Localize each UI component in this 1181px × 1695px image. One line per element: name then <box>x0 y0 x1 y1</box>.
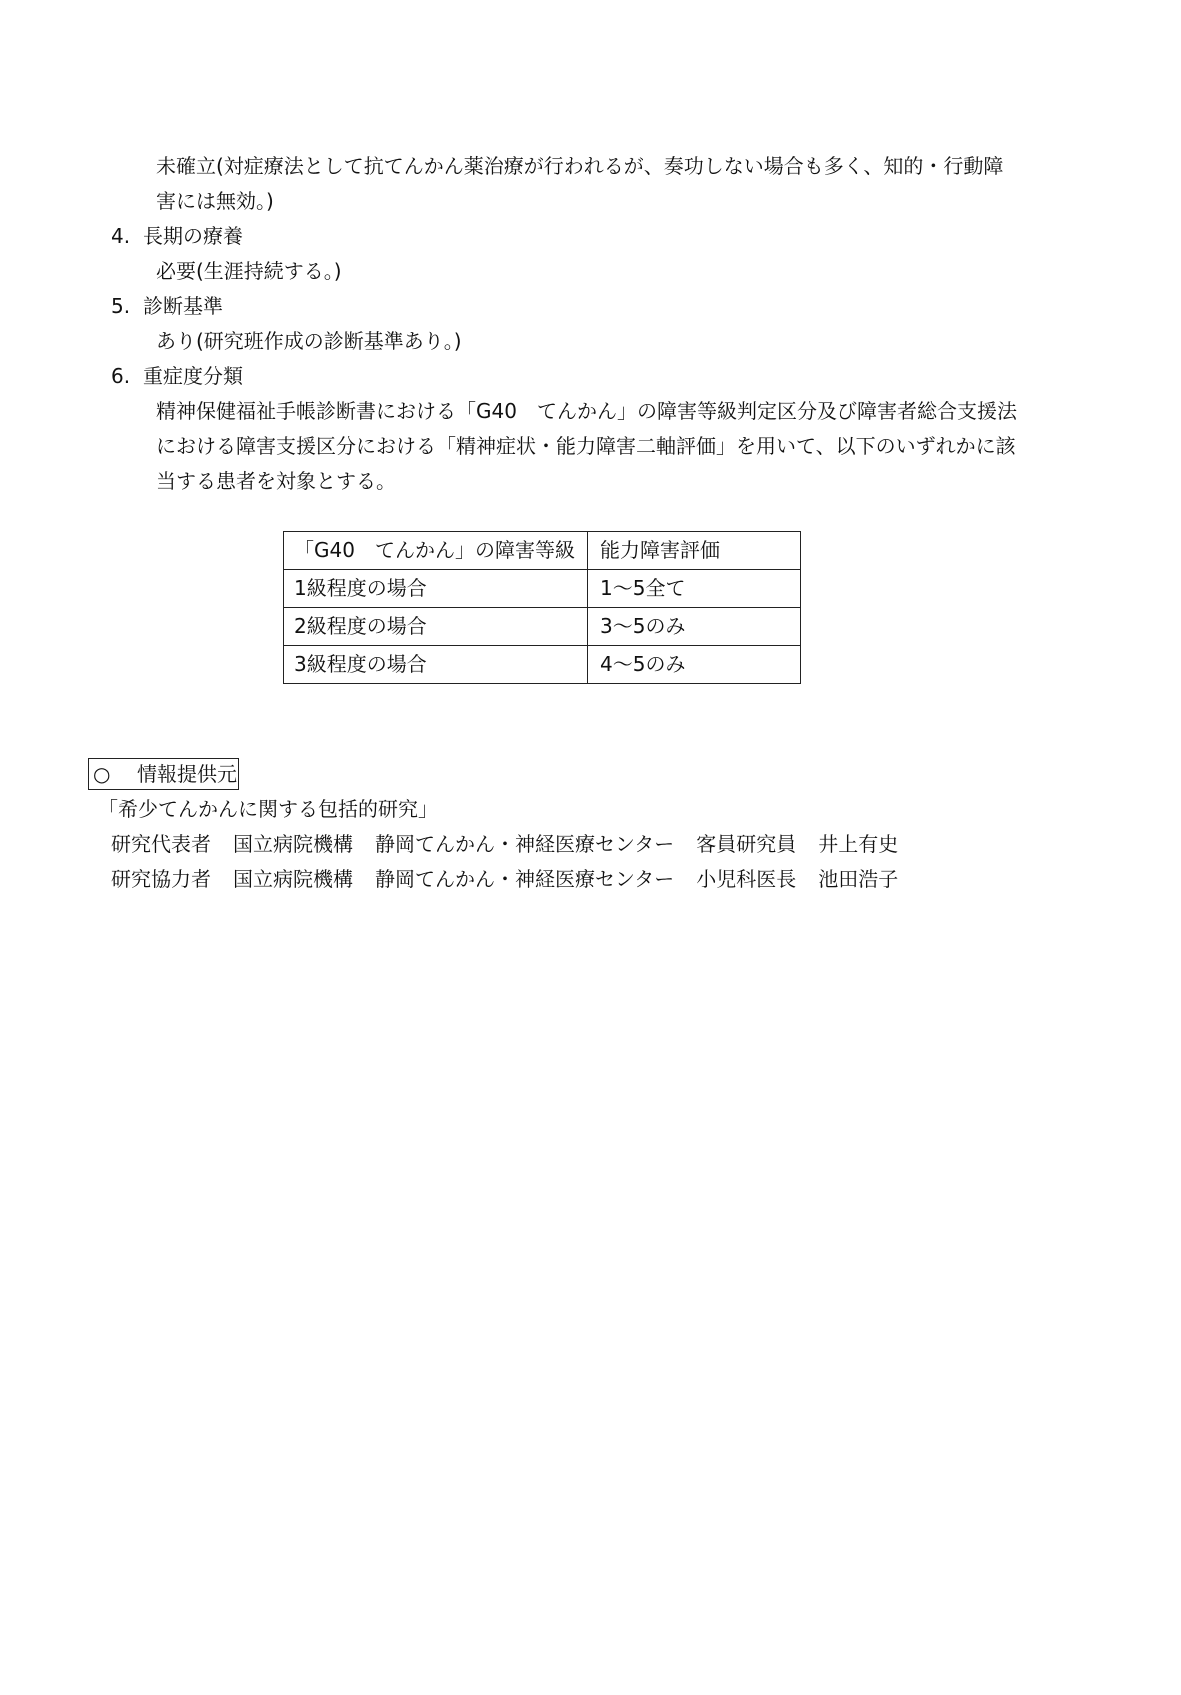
severity-line-1: 精神保健福祉手帳診断書における「G40 てんかん」の障害等級判定区分及び障害者総合支援法 <box>156 399 1017 423</box>
info-source-title: 情報提供元 <box>137 762 237 786</box>
researcher-name: 井上有史 <box>818 832 899 856</box>
table-row <box>284 646 801 684</box>
researcher-position: 小児科医長 <box>696 867 797 891</box>
researcher-org: 国立病院機構 <box>233 867 353 891</box>
section-title: 長期の療養 <box>143 224 243 248</box>
section-number: 4. <box>111 224 131 248</box>
severity-line-3: 当する患者を対象とする。 <box>156 469 396 493</box>
researcher-role: 研究協力者 <box>111 867 211 891</box>
researcher-role: 研究代表者 <box>111 832 211 856</box>
researcher-center: 静岡てんかん・神経医療センター <box>375 867 675 891</box>
section-4-body: 必要(生涯持続する。) <box>156 259 342 283</box>
severity-table <box>283 531 801 684</box>
researcher-line <box>111 827 898 862</box>
table-cell: 3〜5のみ <box>588 608 801 646</box>
treatment-line-1: 未確立(対症療法として抗てんかん薬治療が行われるが、奏功しない場合も多く、知的・行動障 <box>156 154 1004 178</box>
table-cell: 1〜5全て <box>588 570 801 608</box>
section-title: 診断基準 <box>143 294 223 318</box>
table-row <box>284 608 801 646</box>
circle-icon: ○ <box>93 762 111 786</box>
section-5-heading <box>111 289 223 324</box>
table-cell: 1級程度の場合 <box>284 570 588 608</box>
researcher-position: 客員研究員 <box>696 832 797 856</box>
table-header-row <box>284 532 801 570</box>
section-number: 5. <box>111 294 131 318</box>
table-row <box>284 570 801 608</box>
section-number: 6. <box>111 364 131 388</box>
section-title: 重症度分類 <box>143 364 243 388</box>
table-cell: 3級程度の場合 <box>284 646 588 684</box>
severity-line-2: における障害支援区分における「精神症状・能力障害二軸評価」を用いて、以下のいずれかに該 <box>156 434 1016 458</box>
researcher-org: 国立病院機構 <box>233 832 353 856</box>
table-header-cell: 「G40 てんかん」の障害等級 <box>284 532 588 570</box>
section-5-body: あり(研究班作成の診断基準あり。) <box>156 329 462 353</box>
researcher-name: 池田浩子 <box>818 867 899 891</box>
info-source-heading <box>88 758 239 790</box>
table-cell: 4〜5のみ <box>588 646 801 684</box>
researcher-center: 静岡てんかん・神経医療センター <box>375 832 675 856</box>
table-header-cell: 能力障害評価 <box>588 532 801 570</box>
treatment-line-2: 害には無効。) <box>156 189 274 213</box>
table-cell: 2級程度の場合 <box>284 608 588 646</box>
researcher-line <box>111 862 898 897</box>
study-title: 「希少てんかんに関する包括的研究」 <box>98 797 438 821</box>
section-6-heading <box>111 359 243 394</box>
section-4-heading <box>111 219 243 254</box>
